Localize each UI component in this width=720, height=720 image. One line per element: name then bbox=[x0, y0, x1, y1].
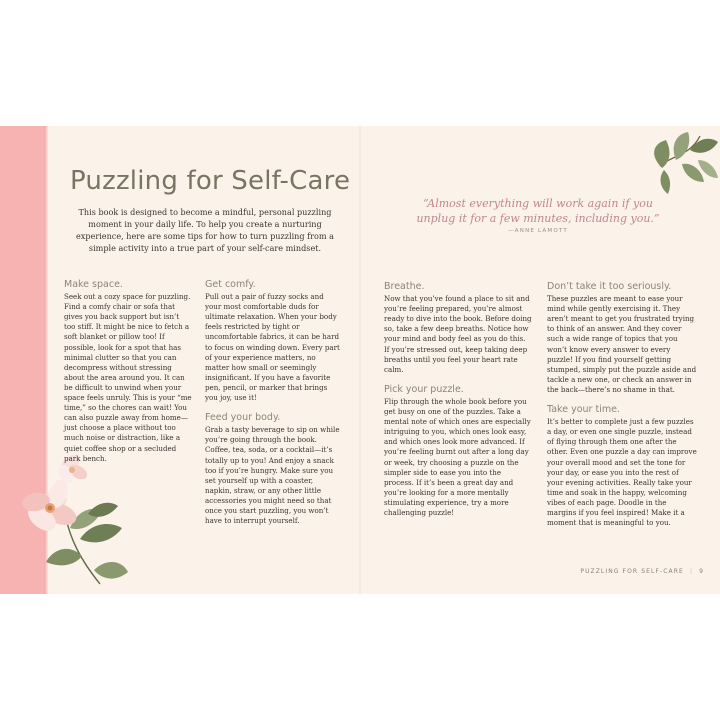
section-heading: Make space. bbox=[64, 279, 123, 290]
section-heading: Don’t take it too seriously. bbox=[547, 281, 672, 292]
section-body: Flip through the whole book before you get busy on one of the puzzles. Take a mental note of which ones are especially intriguing to you, which ones look easy, and which ones look more advanced. If you’re feeling burnt out after a long day or week, try choosing a puzzle on the simpler side to ease you into the process. If it’s been a great day and you’re looking for a more mentally stimulating experience, try a more challenging puzzle! bbox=[384, 396, 531, 517]
section-dont-take-it-too-seriously bbox=[547, 282, 697, 395]
book-spread bbox=[0, 126, 720, 594]
section-body: Seek out a cozy space for puzzling. Find a comfy chair or sofa that gives you back support but isn’t too stiff. It might be nice to fetch a soft blanket or pillow too! If possible, look for a spot that has minimal clutter so that you can decompress without stressing about the area around you. It can be difficult to unwind when your space feels unruly. This is your “me time,” so the chores can wait! You can also puzzle away from home—just choose a place without too much noise or distraction, like a quiet coffee shop or a secluded park bench. bbox=[64, 292, 192, 463]
section-pick-your-puzzle bbox=[384, 385, 532, 518]
section-heading: Get comfy. bbox=[205, 279, 256, 290]
section-body: Now that you’ve found a place to sit and you’re feeling prepared, you’re almost ready to dive into the book. Before doing so, take a few deep breaths. Notice how your mind and body feel as you do this. If you’re stressed out, keep taking deep breaths until you feel your heart rate calm. bbox=[384, 294, 532, 374]
section-make-space bbox=[64, 280, 192, 464]
footer-separator: | bbox=[689, 568, 694, 575]
section-body: It’s better to complete just a few puzzles a day, or even one single puzzle, instead of flying through them one after the other. Even one puzzle a day can improve your overall mood and set the tone for your day, or ease you into the rest of your evening activities. Really take your time and soak in the happy, welcoming vibes of each page. Doodle in the margins if you feel inspired! Make it a moment that is meaningful to you. bbox=[547, 417, 697, 528]
page-number: 9 bbox=[699, 568, 704, 575]
intro-paragraph: This book is designed to become a mindful, personal puzzling moment in your daily life. To help you create a nurturing experience, here are some tips for how to turn puzzling from a simple activity into a true part of your self-care mindset. bbox=[76, 207, 334, 253]
section-body: Pull out a pair of fuzzy socks and your most comfortable duds for ultimate relaxation. When your body feels restricted by tight or uncomfortable fabrics, it can be hard to focus on winding down. Every part of your experience matters, no matter how small or seemingly insignificant. If you have a favorite pen, pencil, or marker that brings you joy, use it! bbox=[205, 292, 340, 403]
leaves-illustration bbox=[640, 126, 720, 206]
quote-author: —ANNE LAMOTT bbox=[508, 228, 568, 234]
section-feed-your-body bbox=[205, 413, 340, 526]
pull-quote bbox=[408, 196, 668, 234]
column-1 bbox=[64, 280, 192, 474]
column-2 bbox=[205, 280, 340, 536]
section-heading: Take your time. bbox=[547, 404, 620, 416]
section-take-your-time bbox=[547, 405, 697, 528]
section-body: These puzzles are meant to ease your mind while gently exercising it. They aren’t meant to get you frustrated trying to think of an answer. And they cover such a wide range of topics that you won’t know every answer to every puzzle! If you find yourself getting stumped, simply put the puzzle aside and tackle a new one, or check an answer in the back—there’s no shame in that. bbox=[547, 294, 697, 394]
section-get-comfy bbox=[205, 280, 340, 403]
column-3 bbox=[384, 282, 532, 528]
section-heading: Feed your body. bbox=[205, 412, 281, 424]
book-gutter bbox=[359, 126, 361, 594]
page-title: Puzzling for Self-Care bbox=[70, 166, 351, 196]
section-breathe bbox=[384, 282, 532, 375]
running-footer bbox=[580, 568, 704, 575]
section-heading: Pick your puzzle. bbox=[384, 383, 464, 395]
section-heading: Breathe. bbox=[384, 281, 425, 292]
quote-text: “Almost everything will work again if you unplug it for a few minutes, including you.” bbox=[416, 197, 660, 225]
section-body: Grab a tasty beverage to sip on while you’re going through the book. Coffee, tea, soda, or a cocktail—it’s totally up to you! And enjoy a snack too if you’re hungry. Make sure you set yourself up with a coaster, napkin, straw, or any other little accessories you might need so that once you start puzzling, you won’t have to interrupt yourself. bbox=[205, 425, 340, 526]
running-head: PUZZLING FOR SELF-CARE bbox=[580, 568, 684, 575]
column-4 bbox=[547, 282, 697, 538]
